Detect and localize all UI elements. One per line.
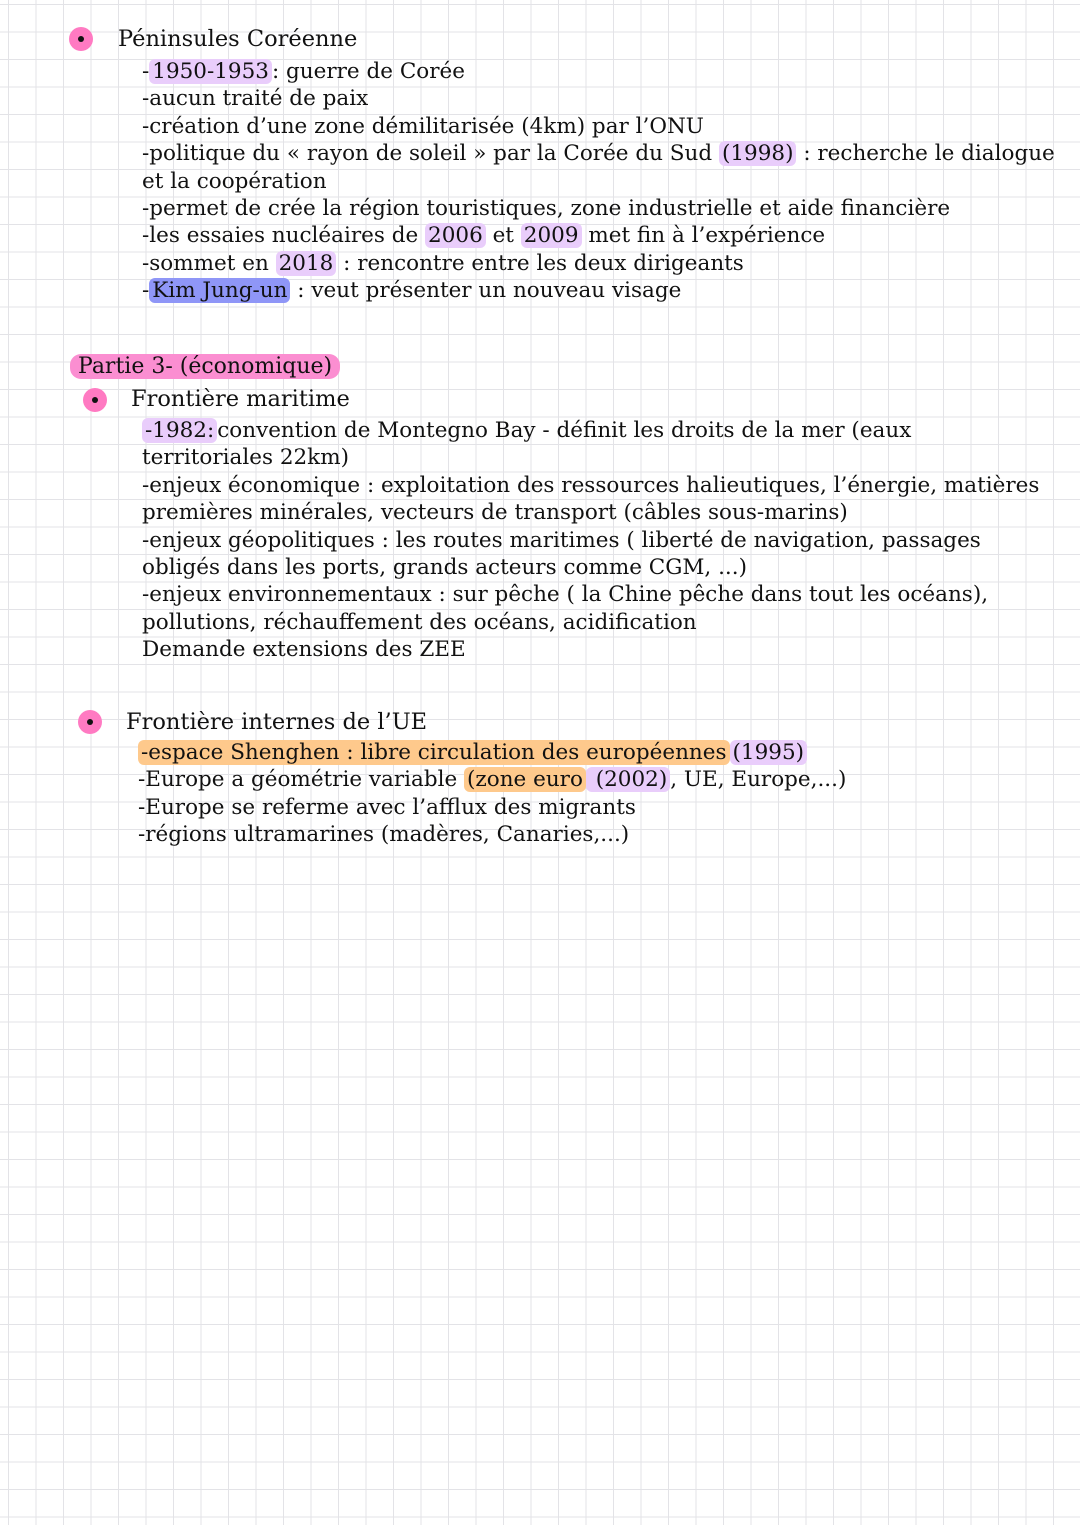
note-line: -enjeux environnementaux : sur pêche ( la Chine pêche dans tout les océans), — [142, 582, 989, 608]
note-line: -politique du « rayon de soleil » par la Corée du Sud (1998) : recherche le dialogue — [142, 141, 1055, 167]
date-highlight: (1995) — [730, 740, 808, 765]
note-line: et la coopération — [142, 168, 327, 194]
note-line: -aucun traité de paix — [142, 86, 369, 112]
note-line: -Europe se referme avec l’afflux des migrants — [138, 794, 636, 820]
note-line: - Kim Jung-un : veut présenter un nouveau visage — [142, 278, 682, 304]
note-line: obligés dans les ports, grands acteurs comme CGM, ...) — [142, 554, 747, 580]
date-highlight: 2009 — [521, 223, 582, 248]
orange-highlight: -espace Shenghen : libre circulation des européennes — [138, 740, 730, 765]
korea-notes — [142, 58, 1055, 305]
note-line: territoriales 22km) — [142, 445, 349, 471]
name-highlight: Kim Jung-un — [149, 278, 290, 303]
note-line: Demande extensions des ZEE — [142, 637, 466, 663]
date-highlight: 2018 — [276, 251, 337, 276]
note-line: -1982: convention de Montegno Bay - définit les droits de la mer (eaux — [142, 417, 1039, 444]
maritime-notes — [142, 417, 1039, 664]
ue-notes — [138, 739, 846, 849]
note-line: - 1950-1953 : guerre de Corée — [142, 59, 465, 84]
section-title-ue: Frontière internes de l’UE — [126, 709, 428, 735]
section-title-korea: Péninsules Coréenne — [118, 26, 358, 52]
bullet-point-icon — [69, 27, 93, 51]
date-highlight: (1998) — [719, 141, 797, 166]
date-highlight: (2002) — [586, 767, 670, 792]
note-line: -création d’une zone démilitarisée (4km) par l’ONU — [142, 113, 704, 139]
bullet-point-icon — [83, 388, 107, 412]
note-line: premières minérales, vecteurs de transport (câbles sous-marins) — [142, 500, 848, 526]
note-line: -enjeux économique : exploitation des ressources halieutiques, l’énergie, matières — [142, 472, 1040, 498]
note-line: -enjeux géopolitiques : les routes maritimes ( liberté de navigation, passages — [142, 527, 981, 553]
note-line: pollutions, réchauffement des océans, acidification — [142, 609, 697, 635]
section-title-maritime: Frontière maritime — [131, 386, 350, 412]
part-label: Partie 3- (économique) — [70, 354, 340, 379]
note-line: -les essaies nucléaires de 2006 et 2009 met fin à l’expérience — [142, 223, 826, 249]
date-highlight: 1950-1953 — [149, 59, 272, 84]
note-line: -permet de crée la région touristiques, zone industrielle et aide financière — [142, 195, 951, 221]
note-line: -régions ultramarines (madères, Canaries,...) — [138, 822, 630, 848]
orange-highlight: (zone euro — [464, 767, 586, 792]
bullet-point-icon — [78, 710, 102, 734]
date-highlight: -1982: — [142, 418, 217, 443]
note-line — [138, 739, 846, 766]
note-line: -Europe a géométrie variable (zone euro (2002) , UE, Europe,...) — [138, 767, 847, 793]
date-highlight: 2006 — [425, 223, 486, 248]
note-line: -sommet en 2018 : rencontre entre les deux dirigeants — [142, 250, 744, 276]
